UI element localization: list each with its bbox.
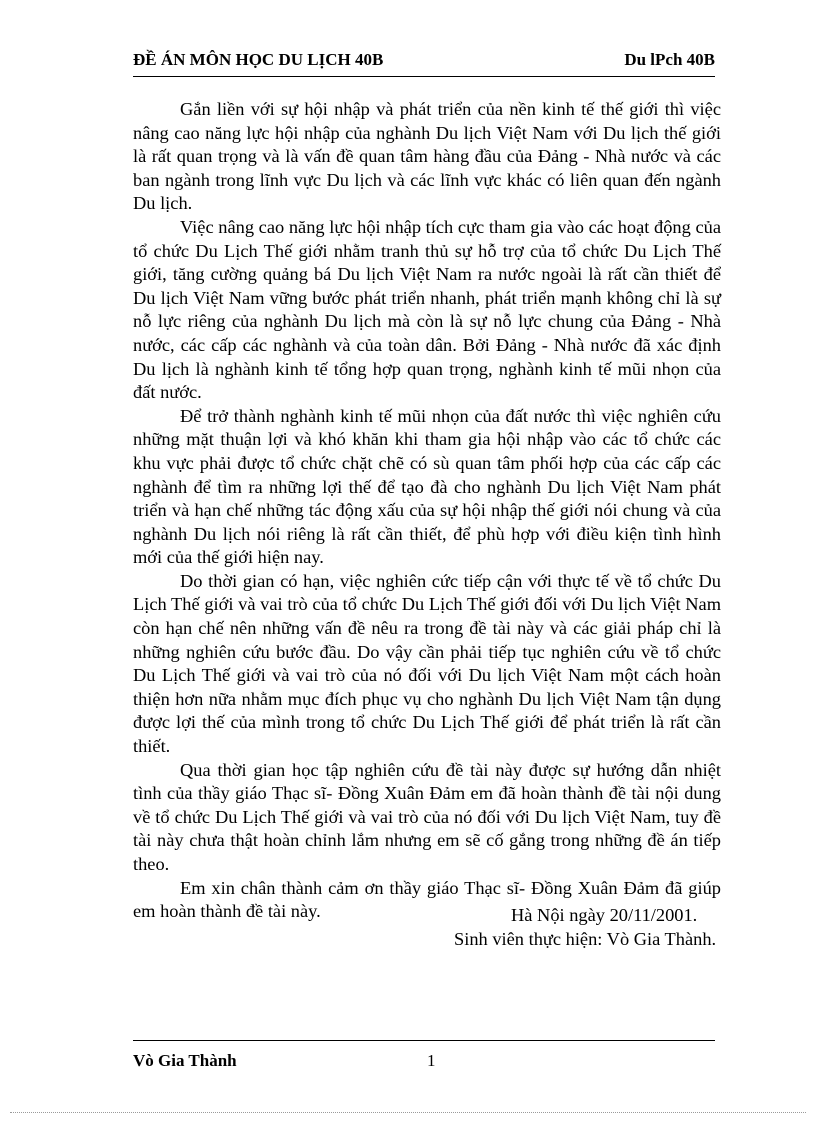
footer-divider — [133, 1040, 715, 1041]
signature-date: Hà Nội ngày 20/11/2001. — [511, 905, 698, 925]
paragraph: Để trở thành nghành kinh tế mũi nhọn của đất nước thì việc nghiên cứu những mặt thuận lợi và khó khăn khi tham gia hội nhập vào các tổ chức các khu vực phải được tổ chức chặt chẽ có sù quan tâm phối hợp của các cấp các nghành để tìm ra những lợi thế để tạo đà cho nghành Du lịch Việt Nam phát triển và hạn chế những tác động xấu của sự hội nhập thế giới nói chung và của nghành Du lịch nói riêng là rất cần thiết, để phù hợp với điều kiện tình hình mới của thế giới hiện nay. — [133, 405, 721, 568]
footer-author: Vò Gia Thành — [133, 1051, 237, 1070]
header-divider — [133, 76, 715, 77]
page-header — [133, 50, 715, 70]
page-number: 1 — [427, 1051, 436, 1070]
page-edge-divider — [10, 1112, 806, 1113]
paragraph: Gắn liền với sự hội nhập và phát triển của nền kinh tế thế giới thì việc nâng cao năng lực hội nhập của nghành Du lịch Việt Nam với Du lịch thế giới là rất quan trọng và là vấn đề quan tâm hàng đầu của Đảng - Nhà nước và các ban ngành trong lĩnh vực Du lịch và các lĩnh vực khác có liên quan đến ngành Du lịch. — [133, 99, 721, 214]
paragraph: Em xin chân thành cảm ơn thầy giáo Thạc sĩ- Đồng Xuân Đảm đã giúp em hoàn thành đề tài này. — [133, 877, 721, 922]
body-text — [133, 98, 721, 924]
header-title: ĐỀ ÁN MÔN HỌC DU LỊCH 40B — [133, 50, 384, 69]
paragraph: Do thời gian có hạn, việc nghiên cức tiếp cận với thực tế về tổ chức Du Lịch Thế giới và vai trò của tổ chức Du Lịch Thế giới đối với Du lịch Việt Nam còn hạn chế nên những vấn đề nêu ra trong đề tài này và các giải pháp chỉ là những nghiên cứu bước đầu. Do vậy cần phải tiếp tục nghiên cứu về tổ chức Du Lịch Thế giới và vai trò của nó đối với Du lịch Việt Nam một cách hoàn thiện hơn nữa nhằm mục đích phục vụ cho nghành Du lịch Việt Nam tận dụng được lợi thế của mình trong tổ chức Du Lịch Thế giới để phát triển là rất cần thiết. — [133, 570, 721, 757]
signature-name: Sinh viên thực hiện: Vò Gia Thành. — [454, 929, 717, 949]
paragraph: Việc nâng cao năng lực hội nhập tích cực tham gia vào các hoạt động của tổ chức Du Lịch Thế giới nhằm tranh thủ sự hỗ trợ của tổ chức Du Lịch Thế giới, tăng cường quảng bá Du lịch Việt Nam ra nước ngoài là rất cần thiết để Du lịch Việt Nam vững bước phát triển nhanh, phát triển mạnh không chỉ là sự nỗ lực riêng của nghành Du lịch mà còn là sự nỗ lực chung của Đảng - Nhà nước, các cấp các nghành và của toàn dân. Bởi Đảng - Nhà nước đã xác định Du lịch là nghành kinh tế tổng hợp quan trọng, nghành kinh tế mũi nhọn của đất nước. — [133, 216, 721, 403]
page-footer — [133, 1051, 715, 1071]
signature-block — [133, 903, 721, 951]
paragraph: Qua thời gian học tập nghiên cứu đề tài này được sự hướng dẫn nhiệt tình của thầy giáo Thạc sĩ- Đồng Xuân Đảm em đã hoàn thành đề tài nội dung về tổ chức Du Lịch Thế giới và vai trò của nó đối với Du lịch Việt Nam, tuy đề tài này chưa thật hoàn chỉnh lắm nhưng em sẽ cố gắng trong những đề án tiếp theo. — [133, 759, 721, 874]
header-right-label: Du lPch 40B — [624, 50, 715, 69]
